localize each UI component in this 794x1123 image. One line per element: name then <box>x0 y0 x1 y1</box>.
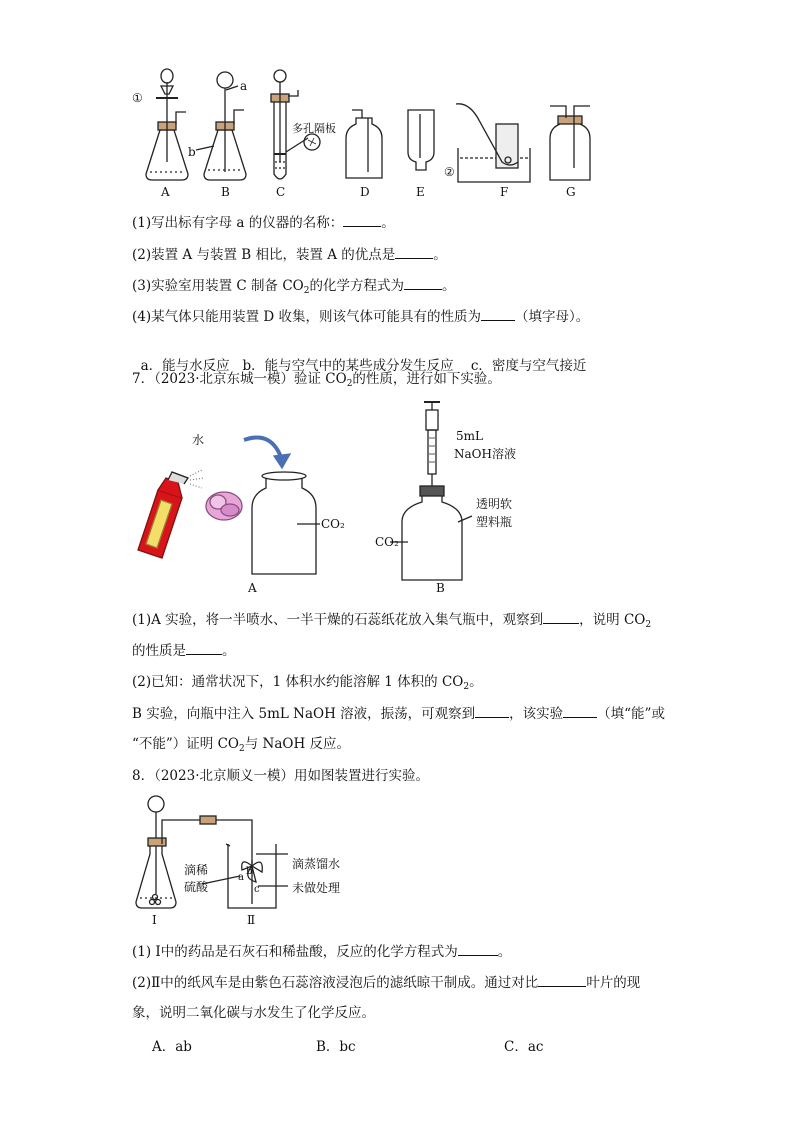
acid-label-2: 硫酸 <box>184 880 209 894</box>
experiment-figure-q7 <box>132 398 552 598</box>
q7-part2-line2: B 实验，向瓶中注入 5mL NaOH 溶液，振荡，可观察到 ，该实验 （填“能”或 <box>132 706 665 722</box>
untreated-label: 未做处理 <box>292 881 341 895</box>
apparatus-g <box>550 106 590 180</box>
label-a: A <box>161 185 170 199</box>
experiment-figure-q8 <box>132 794 372 930</box>
spray-mist <box>190 470 204 488</box>
arrow-head-icon <box>274 454 290 468</box>
answer-blank[interactable] <box>404 276 442 290</box>
naoh-label: NaOH溶液 <box>454 447 516 461</box>
apparatus-f <box>456 104 530 182</box>
q8-title: 8．（2023·北京顺义一模）用如图装置进行实验。 <box>132 768 429 784</box>
q7-part1-line2: 的性质是 。 <box>132 643 236 659</box>
bottle-label-1: 透明软 <box>476 497 513 511</box>
marker-a: a <box>240 79 248 93</box>
q6-part2: (2)装置 A 与装置 B 相比，装置 A 的优点是 。 <box>132 247 447 263</box>
vane-c: c <box>254 884 260 895</box>
q6-part1: (1)写出标有字母 a 的仪器的名称： 。 <box>132 215 395 231</box>
q7-part2-line3: “不能”）证明 $CO_2$与 NaOH 反应。 <box>132 736 351 754</box>
apparatus-figure-q6 <box>130 62 600 202</box>
water-drop-label: 滴蒸馏水 <box>292 857 341 871</box>
litmus-flower <box>206 492 242 520</box>
water-label: 水 <box>192 433 205 447</box>
q8-option-a[interactable]: A．ab <box>152 1039 192 1055</box>
porous-plate-label: 多孔隔板 <box>292 122 336 135</box>
label-g: G <box>566 185 576 199</box>
label-d: D <box>360 185 370 199</box>
bottle-label-2: 塑料瓶 <box>476 515 513 529</box>
apparatus-a <box>146 69 188 180</box>
answer-blank[interactable] <box>395 245 433 259</box>
q6-part4: (4)某气体只能用装置 D 收集，则该气体可能具有的性质为 （填字母）。 <box>132 309 590 325</box>
q8-part2: (2)Ⅱ中的纸风车是由紫色石蕊溶液浸泡后的滤纸晾干制成。通过对比 叶片的现 <box>132 975 641 991</box>
label-f: F <box>500 185 509 199</box>
co2-label-b: CO₂ <box>375 535 399 549</box>
vane-a: a <box>238 872 244 883</box>
answer-blank[interactable] <box>543 610 579 624</box>
apparatus-1-label: Ⅰ <box>152 913 157 927</box>
q8-part1: (1) Ⅰ中的药品是石灰石和稀盐酸，反应的化学方程式为 。 <box>132 944 512 960</box>
figure-label-a: A <box>248 581 257 595</box>
q7-part2: (2)已知：通常状况下，1 体积水约能溶解 1 体积的 $CO_2$。 <box>132 674 483 692</box>
label-e: E <box>416 185 425 199</box>
answer-blank[interactable] <box>475 704 509 718</box>
plastic-bottle-b <box>390 486 472 580</box>
q8-option-b[interactable]: B．bc <box>316 1039 356 1055</box>
apparatus-d <box>346 110 382 178</box>
marker-1: ① <box>132 91 143 105</box>
spray-bottle <box>138 472 188 558</box>
vane-b: b <box>246 866 253 877</box>
answer-blank[interactable] <box>481 307 515 321</box>
answer-blank[interactable] <box>458 942 498 956</box>
q7-title: 7．（2023·北京东城一模）验证 $CO_2$的性质，进行如下实验。 <box>132 371 501 389</box>
q6-options: a．能与水反应 b．能与空气中的某些成分发生反应 c．密度与空气接近 <box>140 358 587 374</box>
apparatus-b <box>196 72 246 180</box>
gas-jar-a <box>252 472 320 574</box>
co2-label-a: CO₂ <box>321 517 345 531</box>
q8-option-c[interactable]: C．ac <box>504 1039 544 1055</box>
acid-label-1: 滴稀 <box>184 863 209 877</box>
apparatus-2-label: Ⅱ <box>247 913 256 927</box>
tube-joint <box>200 816 216 824</box>
apparatus-e <box>408 110 434 170</box>
answer-blank[interactable] <box>186 641 222 655</box>
figure-label-b: B <box>436 581 445 595</box>
syringe <box>424 402 440 488</box>
volume-label: 5mL <box>456 429 483 443</box>
q8-part2-line2: 象，说明二氧化碳与水发生了化学反应。 <box>132 1005 375 1021</box>
flask-1 <box>136 796 176 908</box>
marker-2: ② <box>444 165 455 179</box>
answer-blank[interactable] <box>538 973 586 987</box>
beaker-2 <box>202 844 288 908</box>
q6-part3: (3)实验室用装置 C 制备 $CO_2$的化学方程式为 。 <box>132 278 456 296</box>
answer-blank[interactable] <box>563 704 597 718</box>
label-b: B <box>221 185 230 199</box>
label-c: C <box>276 185 286 199</box>
answer-blank[interactable] <box>343 213 381 227</box>
q7-part1: (1)A 实验，将一半喷水、一半干燥的石蕊纸花放入集气瓶中，观察到 ，说明 $CO_2$ <box>132 612 652 630</box>
marker-b: b <box>188 145 196 159</box>
